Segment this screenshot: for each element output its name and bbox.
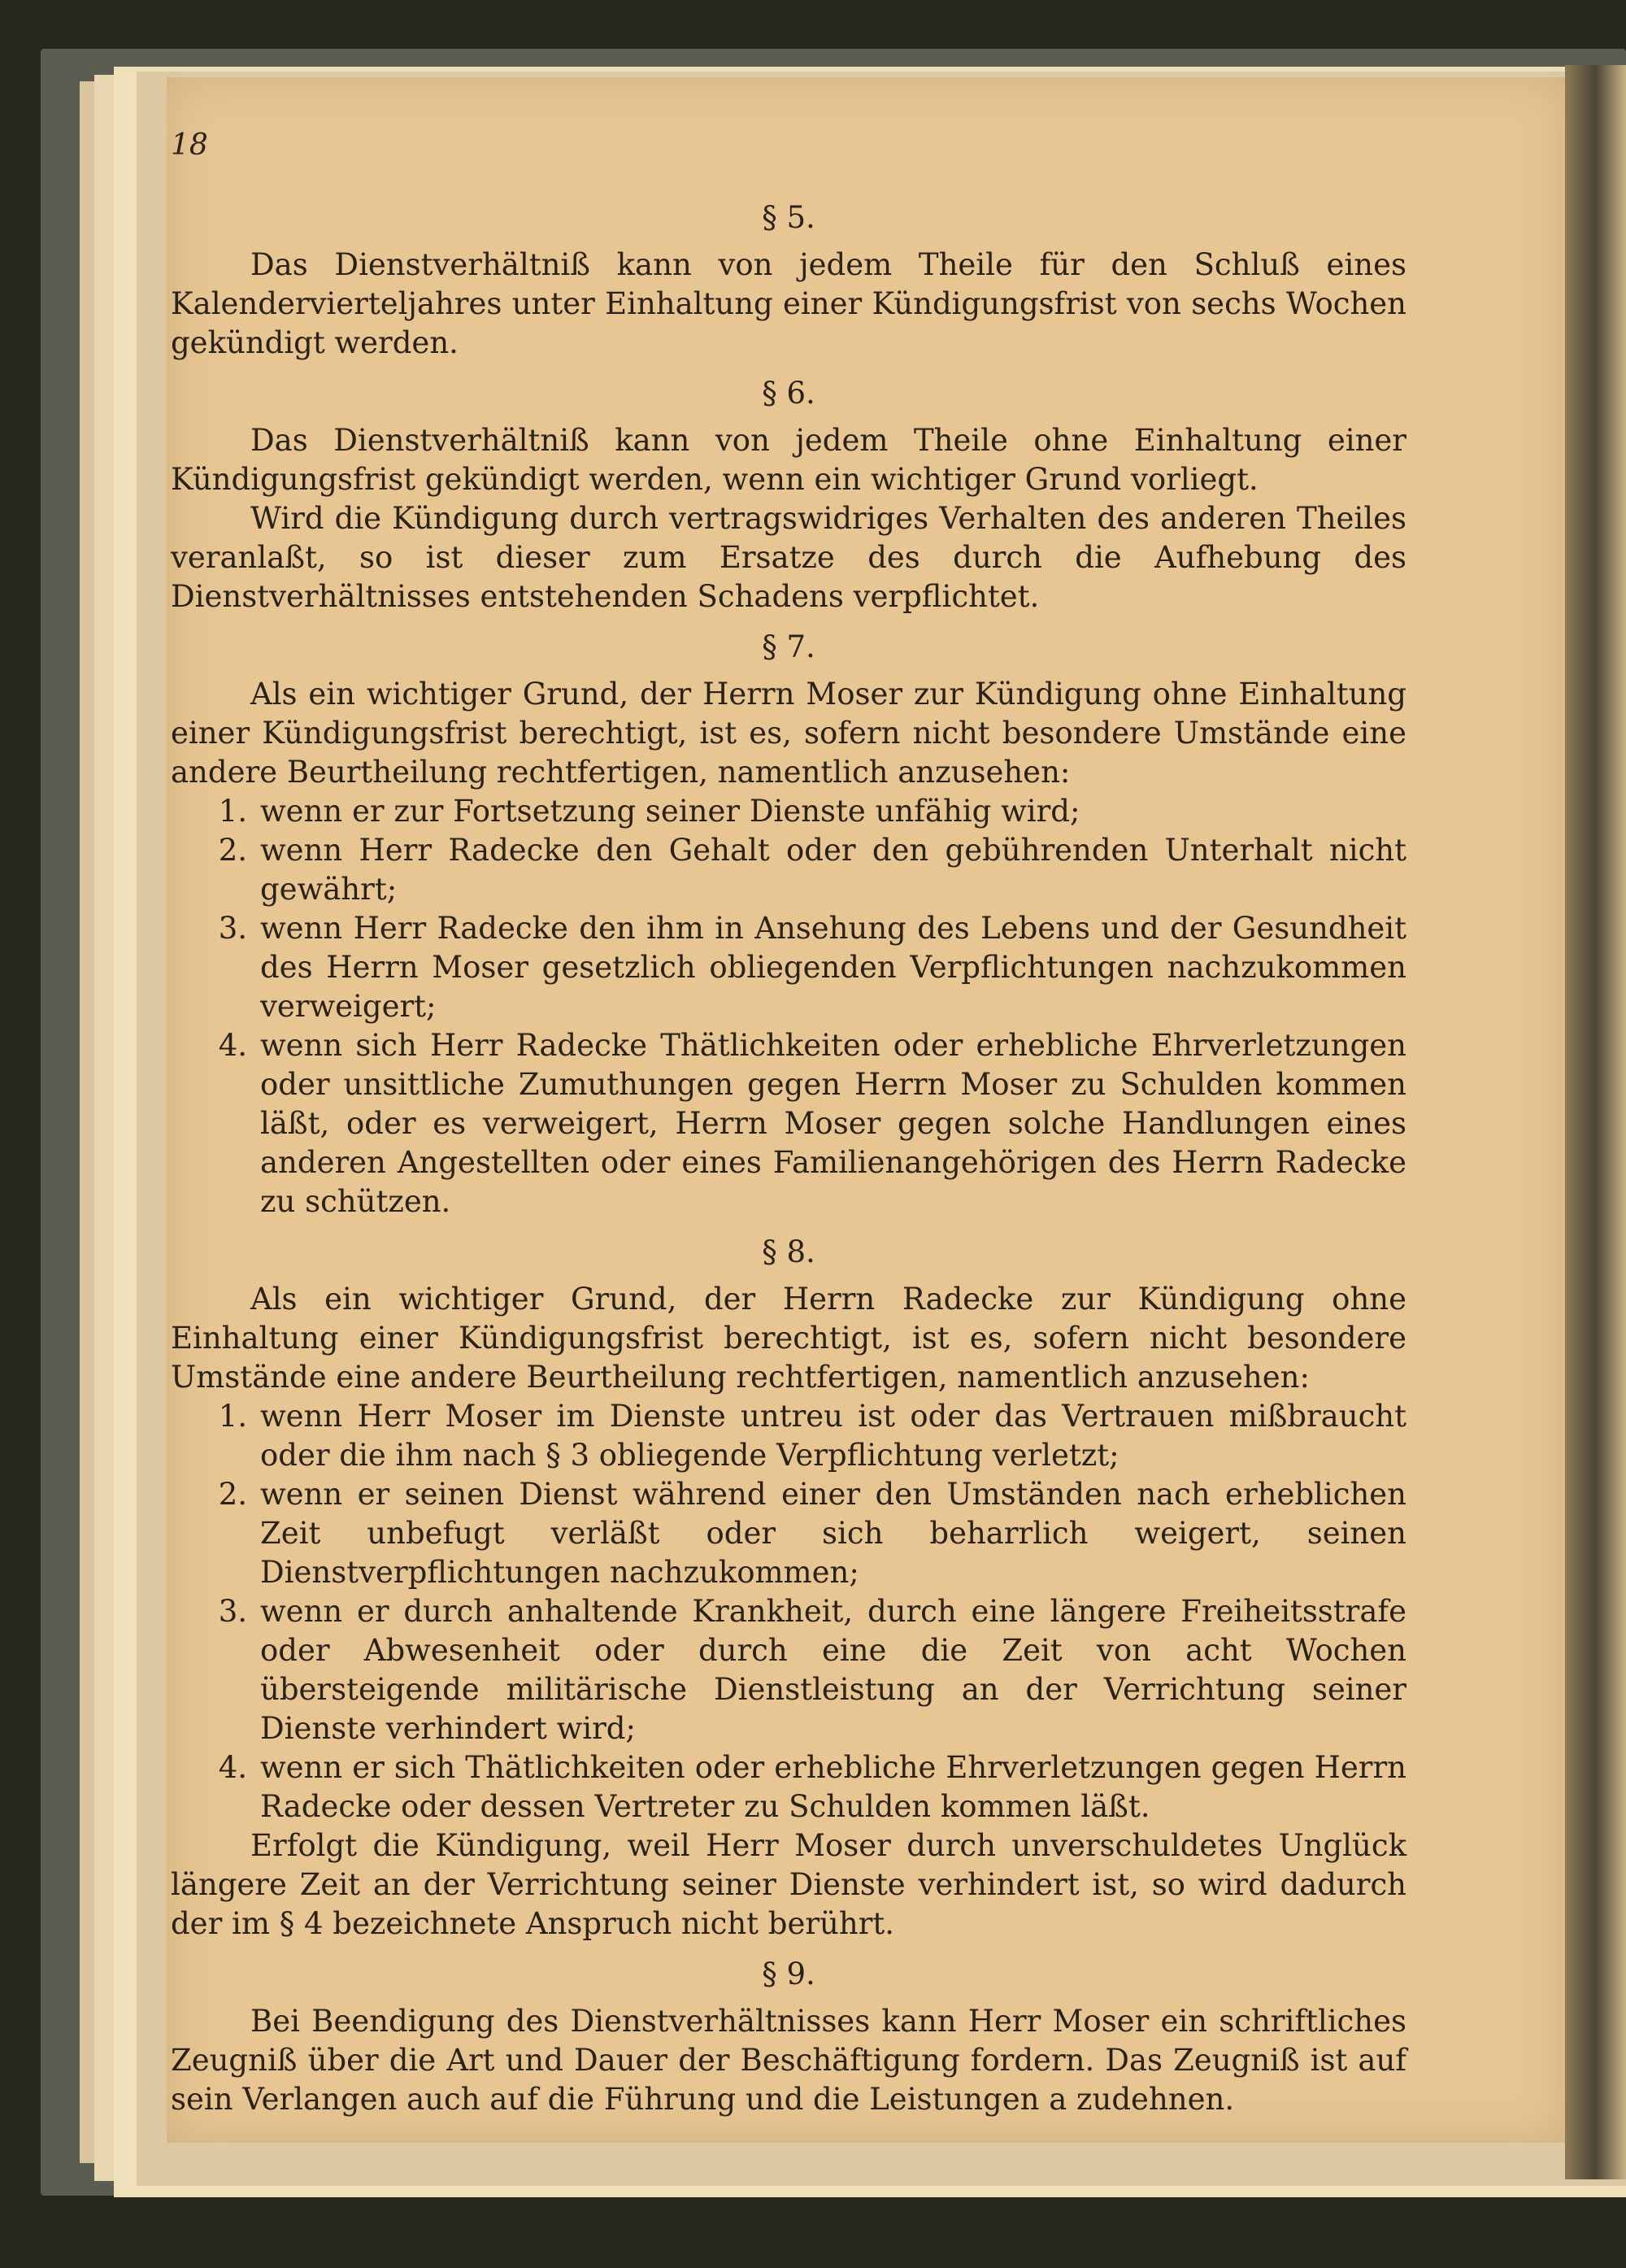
section-heading: § 8. (762, 1234, 815, 1269)
list-text: wenn Herr Moser im Dienste untreu ist oder das Vertrauen mißbraucht oder die ihm nach § 3 obliegende Verpflichtung verletzt; (260, 1399, 1406, 1473)
list-number: 2. (218, 833, 247, 868)
list-item (171, 909, 1406, 1026)
paragraph: Als ein wichtiger Grund, der Herrn Radecke zur Kündigung ohne Einhaltung einer Kündigungsfrist berechtigt, ist es, sofern nicht besondere Umstände eine andere Beurtheilung rechtfertigen, namentlich anzusehen: (171, 1282, 1406, 1395)
paragraph: Bei Beendigung des Dienstverhältnisses kann Herr Moser ein schriftliches Zeugniß über die Art und Dauer der Beschäftigung fordern. Das Zeugniß ist auf sein Verlangen auch auf die Führung und die Leistungen a zudehnen. (171, 2004, 1406, 2117)
paragraph: Das Dienstverhältniß kann von jedem Theile ohne Einhaltung einer Kündigungsfrist gekündigt werden, wenn ein wichtiger Grund vorliegt. (171, 423, 1406, 497)
list-item (171, 1026, 1406, 1221)
list-text: wenn Herr Radecke den Gehalt oder den gebührenden Unterhalt nicht gewährt; (260, 833, 1406, 907)
list-number: 1. (218, 1399, 247, 1434)
numbered-list (171, 792, 1406, 1221)
list-number: 4. (218, 1750, 247, 1785)
page-number: 18 (171, 128, 208, 162)
section-heading: § 6. (762, 376, 815, 411)
section-heading: § 7. (762, 629, 815, 664)
list-text: wenn er seinen Dienst während einer den Umständen nach erheblichen Zeit unbefugt verläßt oder sich beharrlich weigert, seinen Dienstverpflichtungen nachzukommen; (260, 1477, 1406, 1590)
paragraph: Als ein wichtiger Grund, der Herrn Moser zur Kündigung ohne Einhaltung einer Kündigungsfrist berechtigt, ist es, sofern nicht besondere Umstände eine andere Beurtheilung rechtfertigen, namentlich anzusehen: (171, 677, 1406, 790)
list-item (171, 792, 1406, 831)
book-gutter (1565, 65, 1626, 2179)
section-heading: § 9. (762, 1957, 815, 1992)
list-number: 3. (218, 911, 247, 946)
list-item (171, 1748, 1406, 1826)
list-text: wenn er sich Thätlichkeiten oder erhebliche Ehrverletzungen gegen Herrn Radecke oder dessen Vertreter zu Schulden kommen läßt. (260, 1750, 1406, 1824)
list-number: 3. (218, 1594, 247, 1629)
list-text: wenn er zur Fortsetzung seiner Dienste unfähig wird; (260, 794, 1080, 829)
page-text (171, 187, 1406, 2119)
list-item (171, 1592, 1406, 1748)
list-item (171, 1475, 1406, 1592)
list-text: wenn er durch anhaltende Krankheit, durch eine längere Freiheitsstrafe oder Abwesenheit oder durch eine die Zeit von acht Wochen übersteigende militärische Dienstleistung an der Verrichtung seiner Dienste verhindert wird; (260, 1594, 1406, 1746)
paragraph: Erfolgt die Kündigung, weil Herr Moser durch unverschuldetes Unglück längere Zeit an der Verrichtung seiner Dienste verhindert ist, so wird dadurch der im § 4 bezeichnete Anspruch nicht berührt. (171, 1828, 1406, 1941)
list-text: wenn sich Herr Radecke Thätlichkeiten oder erhebliche Ehrverletzungen oder unsittliche Zumuthungen gegen Herrn Moser zu Schulden kommen läßt, oder es verweigert, Herrn Moser gegen solche Handlungen eines anderen Angestellten oder eines Familienangehörigen des Herrn Radecke zu schützen. (260, 1028, 1406, 1219)
list-item (171, 1397, 1406, 1475)
list-text: wenn Herr Radecke den ihm in Ansehung des Lebens und der Gesundheit des Herrn Moser gesetzlich obliegenden Verpflichtungen nachzukommen verweigert; (260, 911, 1406, 1024)
paragraph: Das Dienstverhältniß kann von jedem Theile für den Schluß eines Kalendervierteljahres unter Einhaltung einer Kündigungsfrist von sechs Wochen gekündigt werden. (171, 247, 1406, 360)
section-heading: § 5. (762, 200, 815, 235)
list-item (171, 831, 1406, 909)
list-number: 2. (218, 1477, 247, 1512)
list-number: 4. (218, 1028, 247, 1063)
paragraph: Wird die Kündigung durch vertragswidriges Verhalten des anderen Theiles veranlaßt, so ist dieser zum Ersatze des durch die Aufhebung des Dienstverhältnisses entstehenden Schadens verpflichtet. (171, 501, 1406, 614)
list-number: 1. (218, 794, 247, 829)
numbered-list (171, 1397, 1406, 1826)
